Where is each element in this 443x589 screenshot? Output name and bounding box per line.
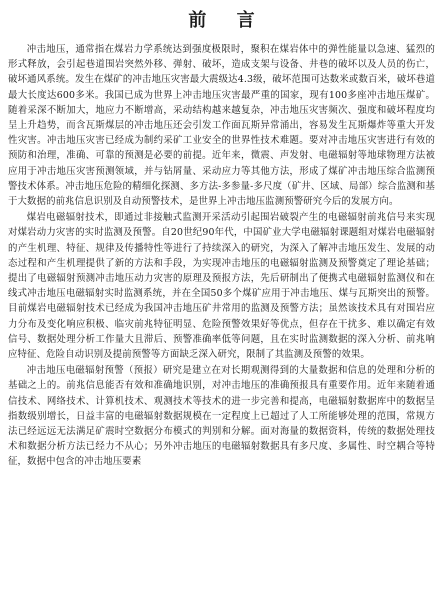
paragraph-1: 冲击地压，通常指在煤岩力学系统达到强度极限时，聚积在煤岩体中的弹性能量以急速、猛烈的形式释放，会引起巷道围岩突然外移、弹射、破坏，造成支架与设备、井巷的破坏以及人员的伤亡，破坏通风系统。发生在煤矿的冲击地压灾害最大震级达4.3级，破坏范围可达数米或数百米，破坏巷道最大长度达600多米。我国已成为世界上冲击地压灾害最严重的国家，现有100多座冲击地压煤矿。随着采深不断加大，地应力不断增高，采动结构越来越复杂，冲击地压灾害频次、强度和破坏程度均呈上升趋势，而含瓦斯煤层的冲击地压还会引发工作面瓦斯异常涌出，容易发生瓦斯爆炸等重大开发性灾害。冲击地压灾害已经成为制约采矿工业安全的世界性技术难题。要对冲击地压灾害进行有效的预防和治理，准确、可靠的预测是必要的前提。近年来，微震、声发射、电磁辐射等地球物理方法被应用于冲击地压灾害预测领域，并与钻屑量、采动应力等其他方法，形成了煤矿冲击地压综合监测预警技术体系。冲击地压危险的精细化探测、多方法-多参量-多尺度（矿井、区域、局部）综合监测和基于大数据的前兆信息识别及自动预警技术，是世界上冲击地压监测预警研究今后的发展方向。 xyxy=(8,44,435,208)
page-title: 前 言 xyxy=(188,10,267,31)
paragraph-2: 煤岩电磁辐射技术，即通过非接触式监测开采活动引起围岩破裂产生的电磁辐射前兆信号来实现对煤岩动力灾害的实时监测及预警。自20世纪90年代，中国矿业大学电磁辐射课题组对煤岩电磁辐射的产生机理、特征、规律及传播特性等进行了持续深入的研究，为深入了解冲击地压发生、发展的动态过程和产生机理提供了新的方法和手段，为实现冲击地压的电磁辐射监测及预警奠定了理论基础；提出了电磁辐射预测冲击地压动力灾害的原理及预报方法，先后研制出了便携式电磁辐射监测仪和在线式冲击地压电磁辐射实时监测系统，并在全国50多个煤矿应用于冲击地压、煤与瓦斯突出的预警。目前煤岩电磁辐射技术已经成为我国冲击地压矿井常用的监测及预警方法；虽然该技术具有对围岩应力分布及变化响应积极、临灾前兆特征明显、危险预警效果好等优点，但存在干扰多、难以确定有效信号、数据处理分析工作量大且滞后、预警准确率低等问题，且在实时监测数据的深入分析、前兆响应特征、危险自动识别及提前预警等方面缺乏深入研究，限制了其监测及预警的效果。 xyxy=(8,212,435,361)
paragraph-3: 冲击地压电磁辐射预警（预报）研究是建立在对长期观测得到的大量数据和信息的处理和分析的基础之上的。前兆信息能否有效和准确地识别，对冲击地压的准确预报具有重要作用。近年来随着通信技术、网络技术、计算机技术、观测技术等技术的进一步完善和提高，电磁辐射数据库中的数据呈指数级别增长，日益丰富的电磁辐射数据规模在一定程度上已超过了人工所能够处理的范围，常规方法已经远远无法满足矿震时空数据分布模式的判别和分解。面对海量的数据资料，传统的数据处理技术和数据分析方法已经力不从心；另外冲击地压的电磁辐射数据具有多尺度、多属性、时空耦合等特征，数据中包含的冲击地压要素 xyxy=(8,365,435,468)
